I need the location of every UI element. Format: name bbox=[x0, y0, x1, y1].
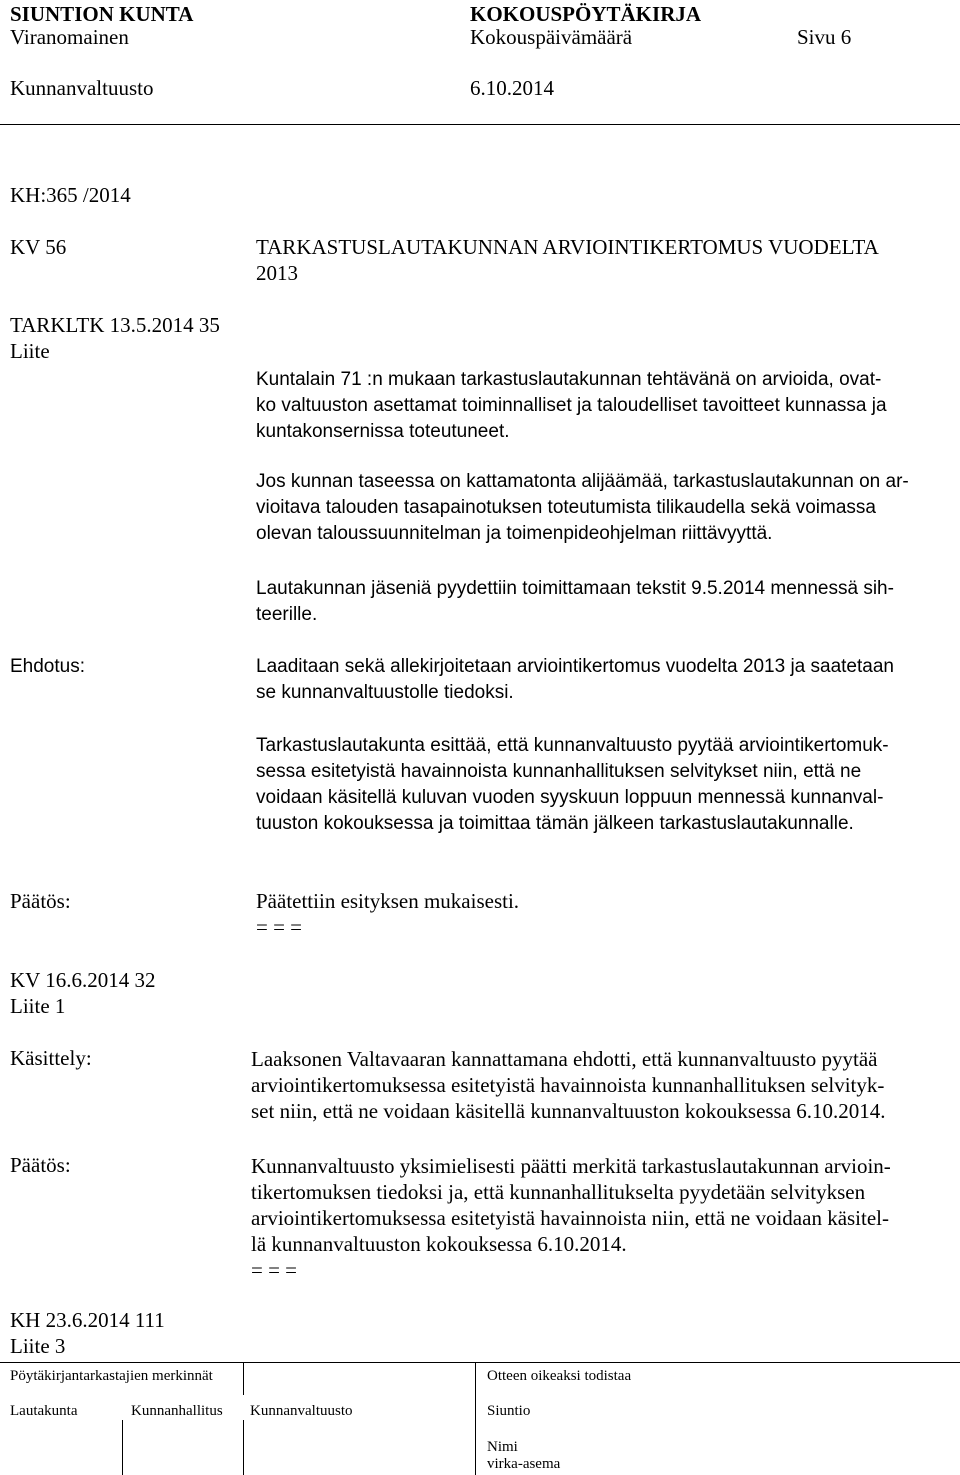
footer-divider bbox=[243, 1420, 244, 1475]
decision-2-label: Päätös: bbox=[10, 1153, 71, 1177]
section-title-line-1: TARKASTUSLAUTAKUNNAN ARVIOINTIKERTOMUS VUODELTA bbox=[256, 235, 879, 259]
kh-reference: KH:365 /2014 bbox=[10, 183, 131, 207]
kv2-attachment: Liite 1 bbox=[10, 994, 66, 1018]
text-line: arviointikertomuksessa esitetyistä havainnoista kunnanhallituksen selvityk- bbox=[251, 1073, 885, 1097]
footer-top-divider bbox=[0, 1362, 960, 1363]
meeting-date: 6.10.2014 bbox=[470, 76, 554, 100]
text-line: vioitava talouden tasapainotuksen toteutumista tilikaudella sekä voimassa bbox=[256, 497, 876, 518]
page-number: Sivu 6 bbox=[797, 25, 852, 49]
decision-text: Päätettiin esityksen mukaisesti. bbox=[256, 889, 520, 913]
text-line: sessa esitetyistä havainnoista kunnanhallituksen selvitykset niin, että ne bbox=[256, 761, 862, 782]
members-paragraph bbox=[256, 576, 894, 628]
intro-paragraph bbox=[256, 367, 887, 445]
kh2-attachment: Liite 3 bbox=[10, 1334, 66, 1358]
kv2-reference: KV 16.6.2014 32 bbox=[10, 968, 156, 992]
reviewers-notes-label: Pöytäkirjantarkastajien merkinnät bbox=[10, 1368, 213, 1384]
deficit-paragraph bbox=[256, 469, 909, 547]
footer-municipal-board-label: Kunnanhallitus bbox=[131, 1403, 223, 1419]
processing-paragraph bbox=[251, 1046, 886, 1124]
text-line: Laaksonen Valtavaaran kannattamana ehdotti, että kunnanvaltuusto pyytää bbox=[251, 1047, 878, 1071]
section-title-line-2: 2013 bbox=[256, 261, 298, 285]
certified-copy-label: Otteen oikeaksi todistaa bbox=[487, 1368, 632, 1384]
meeting-date-label: Kokouspäivämäärä bbox=[470, 25, 633, 49]
tarkltk-reference: TARKLTK 13.5.2014 35 bbox=[10, 313, 220, 337]
text-line: kuntakonsernissa toteutuneet. bbox=[256, 421, 510, 442]
text-line: olevan taloussuunnitelman ja toimenpideohjelman riittävyyttä. bbox=[256, 523, 773, 544]
text-line: teerille. bbox=[256, 604, 318, 625]
footer-divider bbox=[122, 1420, 123, 1475]
text-line: se kunnanvaltuustolle tiedoksi. bbox=[256, 682, 514, 703]
text-line: lä kunnanvaltuuston kokouksessa 6.10.2014. bbox=[251, 1232, 627, 1256]
text-line: arviointikertomuksessa esitetyistä havainnoista niin, että ne voidaan käsitel- bbox=[251, 1206, 889, 1230]
text-line: Tarkastuslautakunta esittää, että kunnanvaltuusto pyytää arviointikertomuk- bbox=[256, 735, 889, 756]
kh2-reference: KH 23.6.2014 111 bbox=[10, 1308, 165, 1332]
text-line: voidaan käsitellä kuluvan vuoden syyskuun loppuun mennessä kunnanval- bbox=[256, 787, 884, 808]
authority-name: Kunnanvaltuusto bbox=[10, 76, 154, 100]
footer-position-label: virka-asema bbox=[487, 1456, 561, 1472]
text-line: Lautakunnan jäseniä pyydettiin toimittamaan tekstit 9.5.2014 mennessä sih- bbox=[256, 578, 894, 599]
attachment-label: Liite bbox=[10, 339, 50, 363]
section-end-marker: = = = bbox=[251, 1258, 298, 1282]
proposal-label: Ehdotus: bbox=[10, 656, 85, 677]
decision-2-paragraph bbox=[251, 1153, 891, 1283]
footer-council-label: Kunnanvaltuusto bbox=[250, 1403, 353, 1419]
authority-label: Viranomainen bbox=[10, 25, 129, 49]
text-line: set niin, että ne voidaan käsitellä kunnanvaltuuston kokouksessa 6.10.2014. bbox=[251, 1099, 886, 1123]
footer-divider bbox=[243, 1362, 244, 1395]
document-type: KOKOUSPÖYTÄKIRJA bbox=[470, 2, 702, 26]
kv-reference: KV 56 bbox=[10, 235, 67, 259]
footer-divider bbox=[475, 1362, 476, 1475]
proposal-paragraph-1 bbox=[256, 654, 894, 706]
footer-place: Siuntio bbox=[487, 1403, 531, 1419]
text-line: Laaditaan sekä allekirjoitetaan arviointikertomus vuodelta 2013 ja saatetaan bbox=[256, 656, 894, 677]
footer-name-label: Nimi bbox=[487, 1439, 518, 1455]
proposal-paragraph-2 bbox=[256, 733, 889, 837]
text-line: Jos kunnan taseessa on kattamatonta alijäämää, tarkastuslautakunnan on ar- bbox=[256, 471, 909, 492]
organization-name: SIUNTION KUNTA bbox=[10, 2, 194, 26]
header-divider bbox=[0, 124, 960, 125]
footer-board-label: Lautakunta bbox=[10, 1403, 78, 1419]
text-line: Kunnanvaltuusto yksimielisesti päätti merkitä tarkastuslautakunnan arvioin- bbox=[251, 1154, 891, 1178]
text-line: tuuston kokouksessa ja toimittaa tämän jälkeen tarkastuslautakunnalle. bbox=[256, 813, 854, 834]
section-end-marker: = = = bbox=[256, 915, 303, 939]
decision-label: Päätös: bbox=[10, 889, 71, 913]
text-line: tikertomuksen tiedoksi ja, että kunnanhallitukselta pyydetään selvityksen bbox=[251, 1180, 866, 1204]
text-line: ko valtuuston asettamat toiminnalliset ja taloudelliset tavoitteet kunnassa ja bbox=[256, 395, 887, 416]
processing-label: Käsittely: bbox=[10, 1046, 92, 1070]
text-line: Kuntalain 71 :n mukaan tarkastuslautakunnan tehtävänä on arvioida, ovat- bbox=[256, 369, 882, 390]
